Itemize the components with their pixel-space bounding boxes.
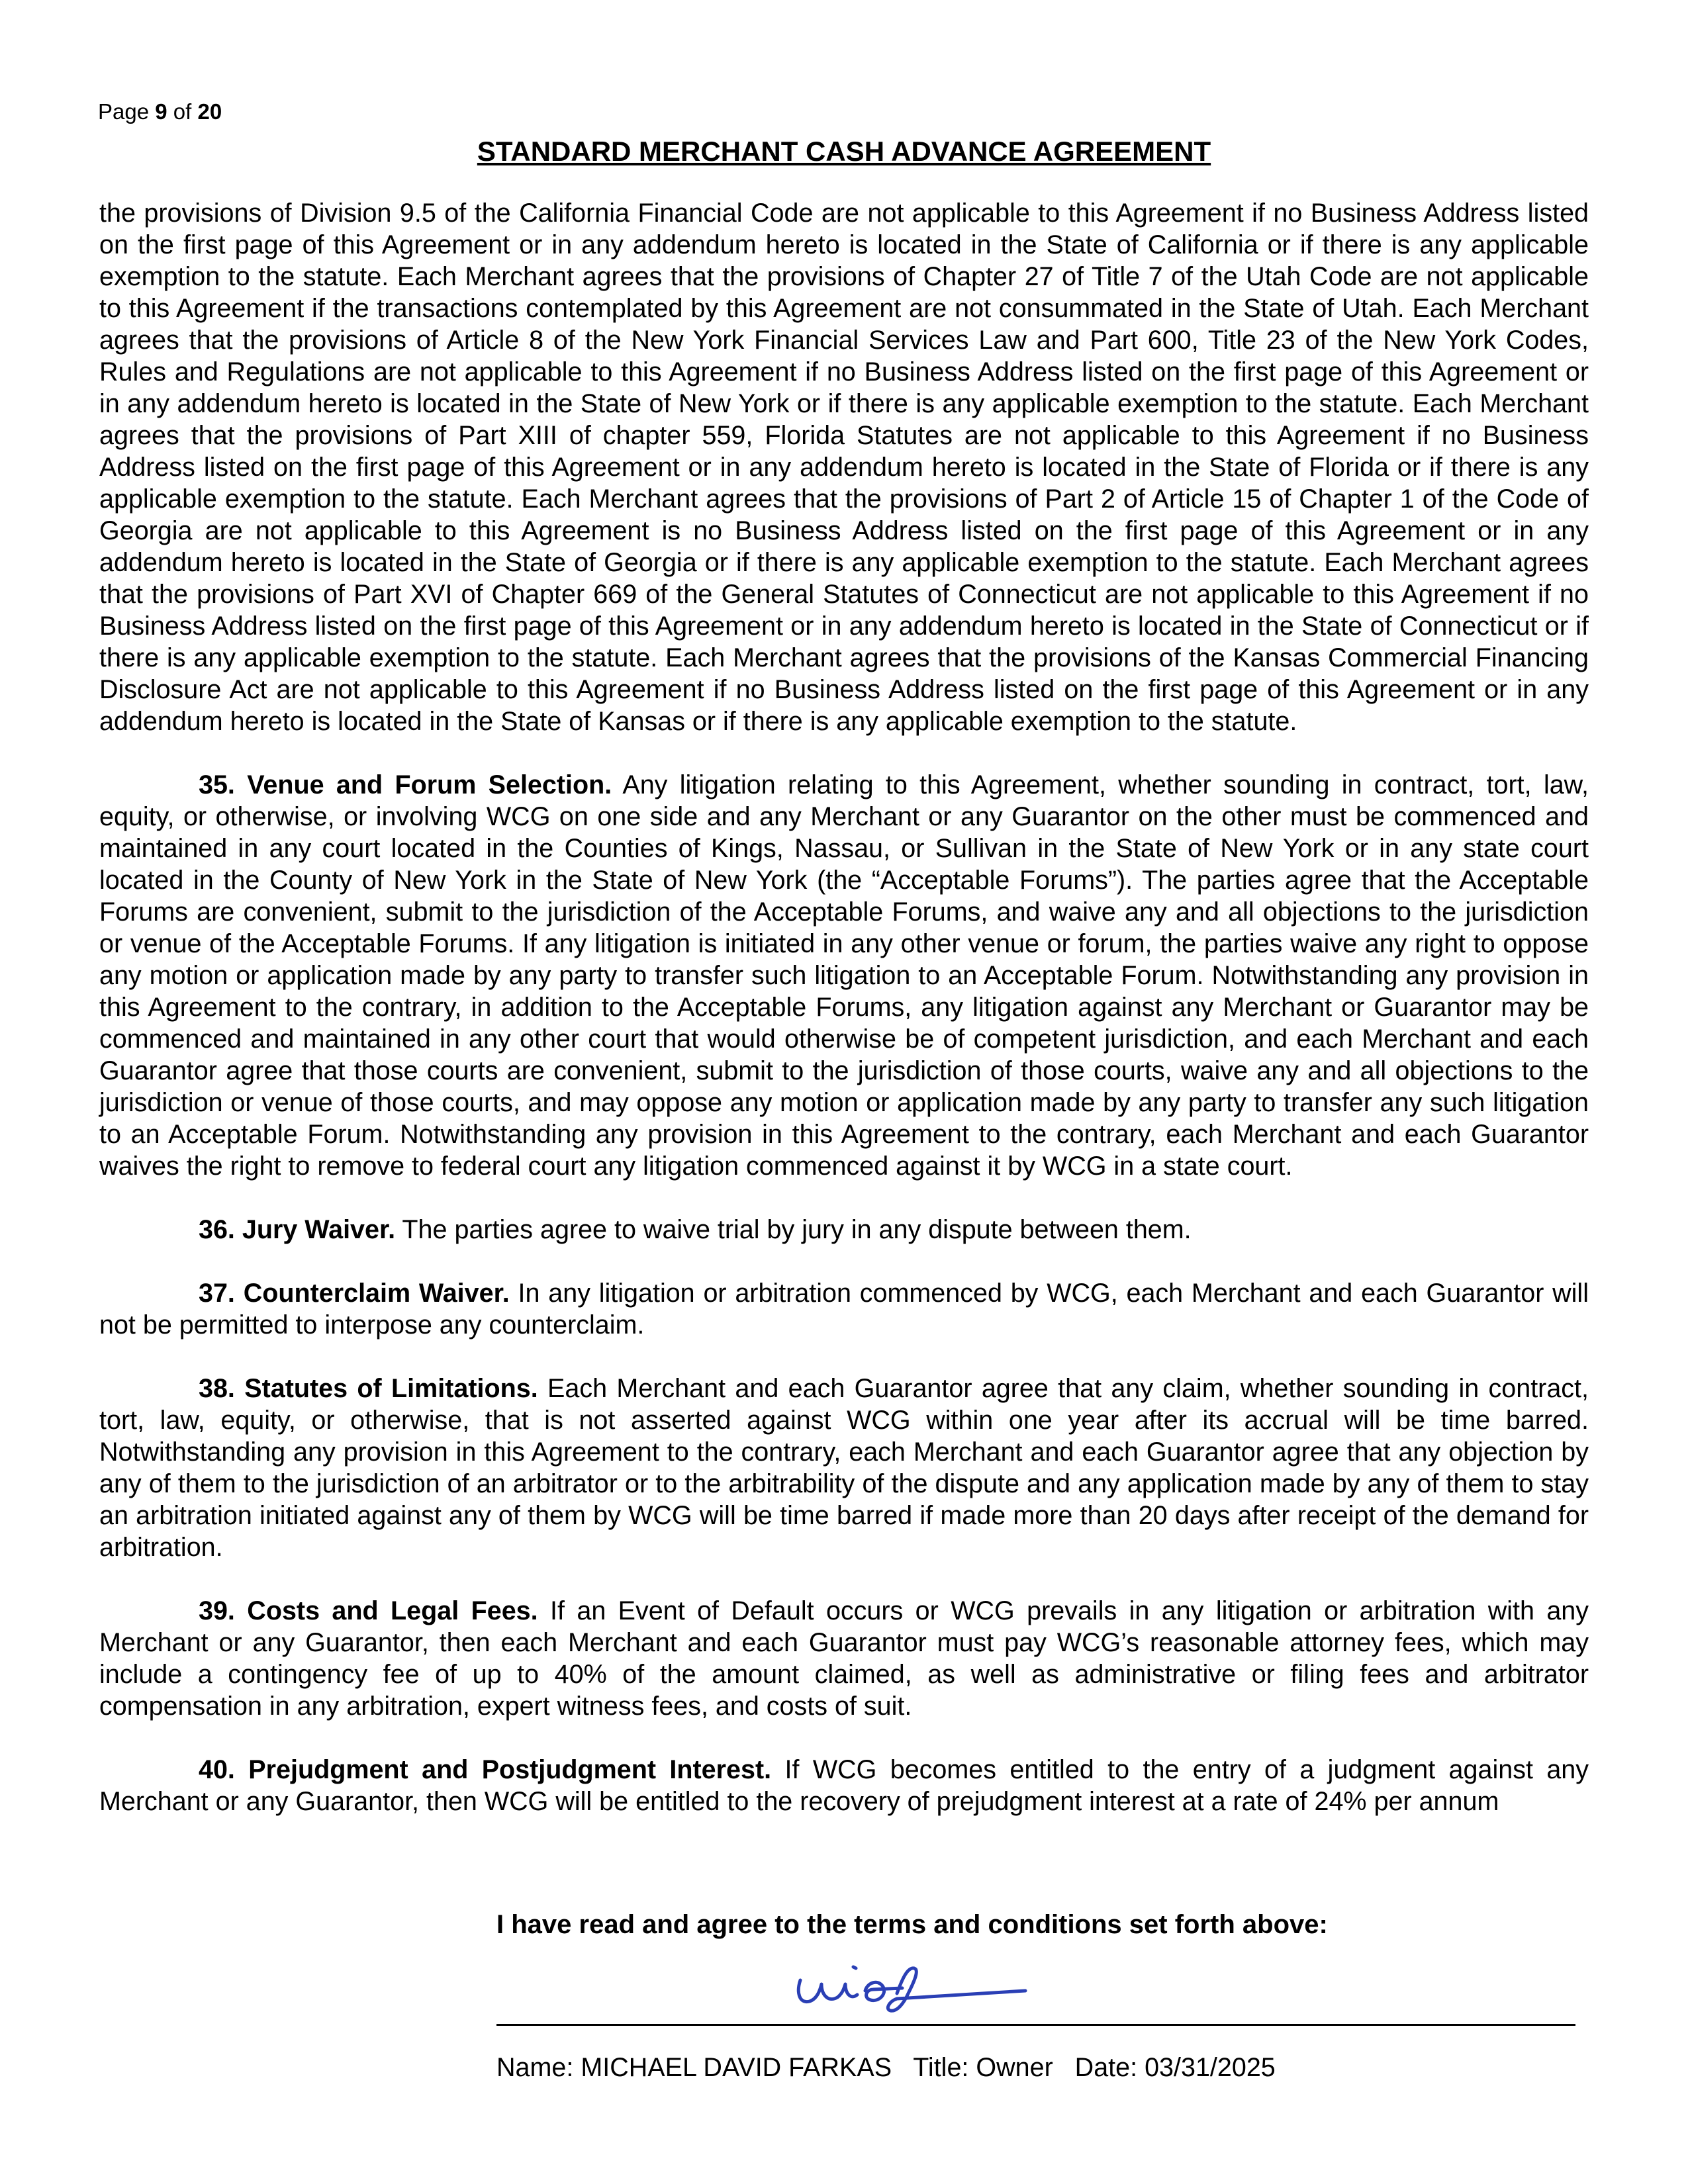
signer-details	[496, 2053, 1276, 2083]
handwritten-signature	[791, 1952, 1029, 2019]
section-text: Any litigation relating to this Agreement, whether sounding in contract, tort, law, equity, or otherwise, or involving WCG on one side and any Merchant or any Guarantor on the other must be commenced and maintained in any court located in the Counties of Kings, Nassau, or Sullivan in the State of New York or in any state court located in the County of New York in the State of New York (the “Acceptable Forums”). The parties agree that the Acceptable Forums are convenient, submit to the jurisdiction of the Acceptable Forums, and waive any and all objections to the jurisdiction or venue of the Acceptable Forums. If any litigation is initiated in any other venue or forum, the parties waive any right to oppose any motion or application made by any party to transfer such litigation to an Acceptable Forum. Notwithstanding any provision in this Agreement to the contrary, in addition to the Acceptable Forums, any litigation against any Merchant or Guarantor may be commenced and maintained in any other court that would otherwise be of competent jurisdiction, and each Merchant and each Guarantor agree that those courts are convenient, submit to the jurisdiction of those courts, waive any and all objections to the jurisdiction or venue of those courts, and may oppose any motion or application made by any party to transfer any such litigation to an Acceptable Forum. Notwithstanding any provision in this Agreement to the contrary, each Merchant and each Guarantor waives the right to remove to federal court any litigation commenced against it by WCG in a state court.	[99, 770, 1589, 1181]
section-heading: 40. Prejudgment and Postjudgment Interest.	[199, 1755, 772, 1784]
section-37	[99, 1277, 1589, 1341]
acknowledgement-text: I have read and agree to the terms and conditions set forth above:	[496, 1910, 1328, 1939]
title-label: Title:	[913, 2053, 969, 2082]
document-title: STANDARD MERCHANT CASH ADVANCE AGREEMENT	[477, 136, 1211, 167]
section-heading: 35. Venue and Forum Selection.	[199, 770, 612, 799]
name-label: Name:	[496, 2053, 574, 2082]
date-label: Date:	[1074, 2053, 1138, 2082]
section-39	[99, 1595, 1589, 1722]
section-36	[99, 1214, 1589, 1246]
section-text: If WCG becomes entitled to the entry of a judgment against any Merchant or any Guarantor, then WCG will be entitled to the recovery of prejudgment interest at a rate of 24% per annum	[99, 1755, 1589, 1816]
document-body	[99, 197, 1589, 1849]
section-text: If an Event of Default occurs or WCG prevails in any litigation or arbitration with any Merchant or any Guarantor, then each Merchant and each Guarantor must pay WCG’s reasonable attorney fees, which may include a contingency fee of up to 40% of the amount claimed, as well as administrative or filing fees and arbitrator compensation in any arbitration, expert witness fees, and costs of suit.	[99, 1596, 1589, 1721]
section-heading: 36. Jury Waiver.	[199, 1215, 396, 1244]
section-text: The parties agree to waive trial by jury in any dispute between them.	[395, 1215, 1192, 1244]
signer-name: MICHAEL DAVID FARKAS	[581, 2053, 892, 2082]
section-text: In any litigation or arbitration commenced by WCG, each Merchant and each Guarantor will not be permitted to interpose any counterclaim.	[99, 1279, 1589, 1340]
section-heading: 39. Costs and Legal Fees.	[199, 1596, 538, 1625]
sign-date: 03/31/2025	[1145, 2053, 1276, 2082]
section-40	[99, 1754, 1589, 1817]
continuation-paragraph: the provisions of Division 9.5 of the California Financial Code are not applicable to this Agreement if no Business Address listed on the first page of this Agreement or in any addendum hereto is located in the State of California or if there is any applicable exemption to the statute. Each Merchant agrees that the provisions of Chapter 27 of Title 7 of the Utah Code are not applicable to this Agreement if the transactions contemplated by this Agreement are not consummated in the State of Utah. Each Merchant agrees that the provisions of Article 8 of the New York Financial Services Law and Part 600, Title 23 of the New York Codes, Rules and Regulations are not applicable to this Agreement if no Business Address listed on the first page of this Agreement or in any addendum hereto is located in the State of New York or if there is any applicable exemption to the statute. Each Merchant agrees that the provisions of Part XIII of chapter 559, Florida Statutes are not applicable to this Agreement if no Business Address listed on the first page of this Agreement or in any addendum hereto is located in the State of Florida or if there is any applicable exemption to the statute. Each Merchant agrees that the provisions of Part 2 of Article 15 of Chapter 1 of the Code of Georgia are not applicable to this Agreement is no Business Address listed on the first page of this Agreement or in any addendum hereto is located in the State of Georgia or if there is any applicable exemption to the statute. Each Merchant agrees that the provisions of Part XVI of Chapter 669 of the General Statutes of Connecticut are not applicable to this Agreement if no Business Address listed on the first page of this Agreement or in any addendum hereto is located in the State of Connecticut or if there is any applicable exemption to the statute. Each Merchant agrees that the provisions of the Kansas Commercial Financing Disclosure Act are not applicable to this Agreement if no Business Address listed on the first page of this Agreement or in any addendum hereto is located in the State of Kansas or if there is any applicable exemption to the statute.	[99, 199, 1589, 736]
signer-title: Owner	[976, 2053, 1053, 2082]
section-heading: 38. Statutes of Limitations.	[199, 1374, 538, 1403]
section-35	[99, 769, 1589, 1182]
section-text: Each Merchant and each Guarantor agree that any claim, whether sounding in contract, tort, law, equity, or otherwise, that is not asserted against WCG within one year after its accrual will be time barred. Notwithstanding any provision in this Agreement to the contrary, each Merchant and each Guarantor agree that any objection by any of them to the jurisdiction of an arbitrator or to the arbitrability of the dispute and any application made by any of them to stay an arbitration initiated against any of them by WCG will be time barred if made more than 20 days after receipt of the demand for arbitration.	[99, 1374, 1589, 1562]
signature-line	[496, 2024, 1575, 2026]
section-heading: 37. Counterclaim Waiver.	[199, 1279, 510, 1308]
section-38	[99, 1373, 1589, 1563]
page-number: Page 9 of 20	[98, 99, 222, 124]
